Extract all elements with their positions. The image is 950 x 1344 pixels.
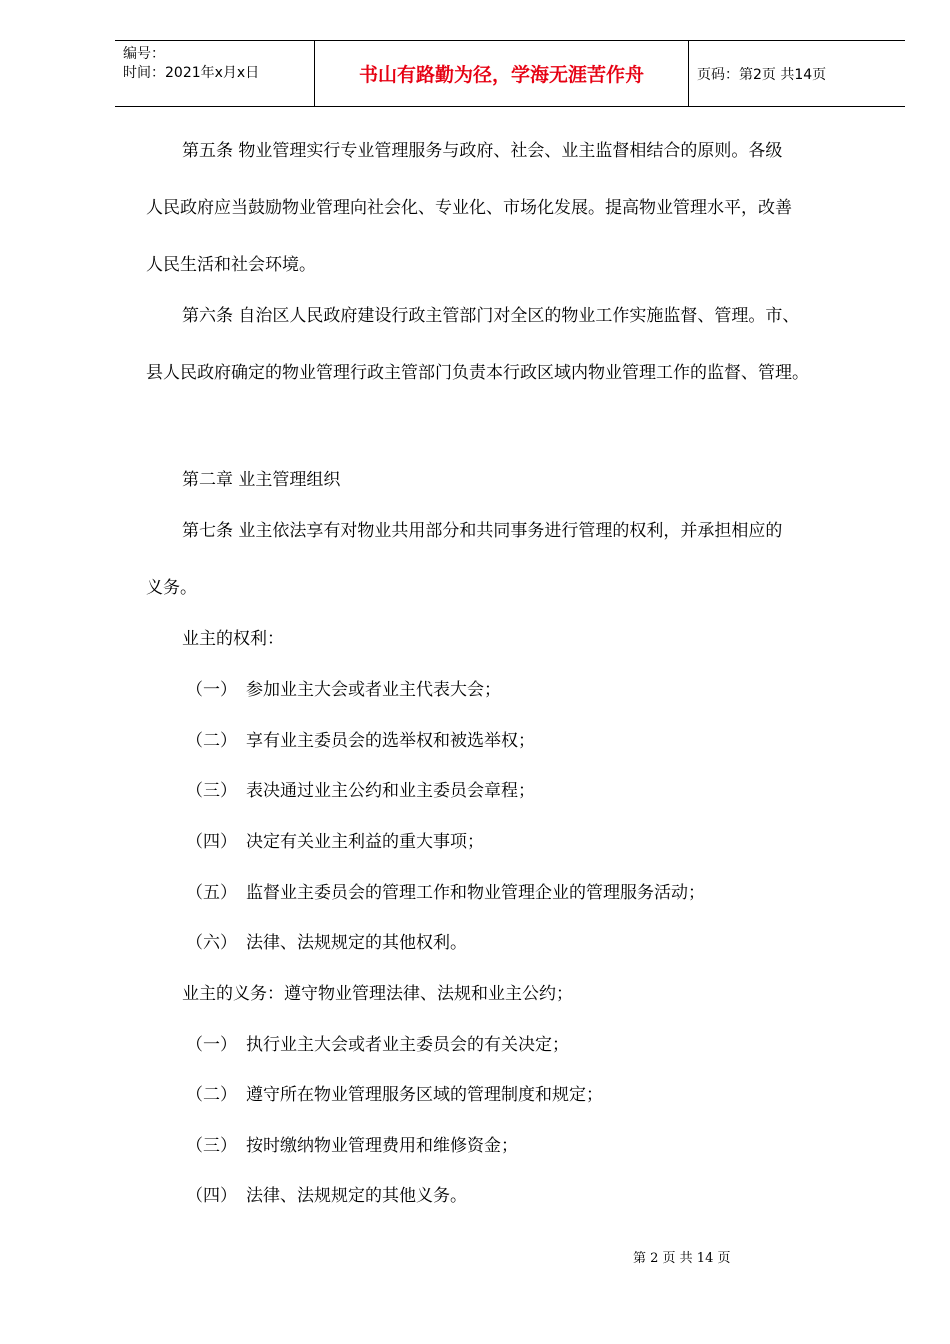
- rights-item: [186, 882, 705, 904]
- item-text: 享有业主委员会的选举权和被选举权；: [246, 731, 535, 751]
- item-text: 遵守所在物业管理服务区域的管理制度和规定；: [246, 1085, 603, 1105]
- rights-item: [186, 932, 467, 954]
- duties-item: [186, 1185, 467, 1207]
- item-text: 执行业主大会或者业主委员会的有关决定；: [246, 1035, 569, 1055]
- header-motto: 书山有路勤为径，学海无涯苦作舟: [315, 41, 689, 106]
- item-text: 按时缴纳物业管理费用和维修资金；: [246, 1136, 518, 1156]
- header-page-info: 页码：第2页 共14页: [697, 66, 827, 83]
- item-text: 监督业主委员会的管理工作和物业管理企业的管理服务活动；: [246, 883, 705, 903]
- item-number: （一）: [186, 1035, 237, 1055]
- item-number: （五）: [186, 883, 237, 903]
- item-text: 决定有关业主利益的重大事项；: [246, 832, 484, 852]
- body-line: 第六条 自治区人民政府建设行政主管部门对全区的物业工作实施监督、管理。市、: [182, 306, 800, 326]
- item-number: （三）: [186, 1136, 237, 1156]
- duties-item: [186, 1135, 518, 1157]
- item-number: （六）: [186, 933, 237, 953]
- item-text: 表决通过业主公约和业主委员会章程；: [246, 781, 535, 801]
- body-line: 县人民政府确定的物业管理行政主管部门负责本行政区域内物业管理工作的监督、管理。: [146, 363, 809, 383]
- page-footer: 第 2 页 共 14 页: [633, 1251, 731, 1266]
- body-line: 第五条 物业管理实行专业管理服务与政府、社会、业主监督相结合的原则。各级: [182, 141, 783, 161]
- item-text: 法律、法规规定的其他权利。: [246, 933, 467, 953]
- duties-item: [186, 1034, 569, 1056]
- serial-label: 编号：: [123, 46, 165, 62]
- rights-item: [186, 679, 501, 701]
- body-line: 义务。: [146, 578, 197, 598]
- body-line: 人民政府应当鼓励物业管理向社会化、专业化、市场化发展。提高物业管理水平，改善: [146, 198, 792, 218]
- body-line: 人民生活和社会环境。: [146, 255, 316, 275]
- item-number: （四）: [186, 832, 237, 852]
- item-text: 法律、法规规定的其他义务。: [246, 1186, 467, 1206]
- item-number: （一）: [186, 680, 237, 700]
- rights-item: [186, 780, 535, 802]
- body-line: 第七条 业主依法享有对物业共用部分和共同事务进行管理的权利，并承担相应的: [182, 521, 783, 541]
- chapter-heading: 第二章 业主管理组织: [182, 470, 341, 490]
- item-number: （二）: [186, 731, 237, 751]
- rights-item: [186, 730, 535, 752]
- duties-item: [186, 1084, 603, 1106]
- page-header: [115, 40, 905, 107]
- rights-item: [186, 831, 484, 853]
- item-text: 参加业主大会或者业主代表大会；: [246, 680, 501, 700]
- rights-heading: 业主的权利：: [182, 629, 284, 649]
- duties-heading: 业主的义务：遵守物业管理法律、法规和业主公约；: [182, 984, 573, 1004]
- item-number: （二）: [186, 1085, 237, 1105]
- time-label: 时间：2021年x月x日: [123, 65, 260, 81]
- item-number: （四）: [186, 1186, 237, 1206]
- item-number: （三）: [186, 781, 237, 801]
- header-meta: [115, 41, 315, 106]
